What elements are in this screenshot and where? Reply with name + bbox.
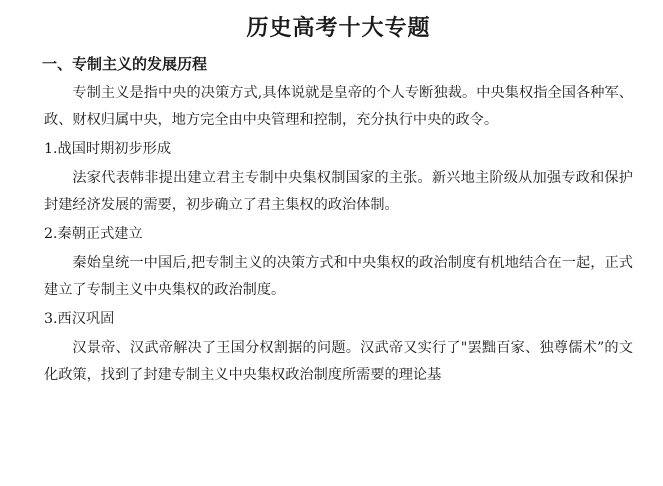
subsection-heading-1: 1.战国时期初步形成	[44, 141, 172, 157]
document-title: 历史高考十大专题	[246, 16, 431, 41]
subsection-paragraph-3: 汉景帝、汉武帝解决了王国分权割据的问题。汉武帝又实行了"罢黜百家、独尊儒术”的文化政策，找到了封建专制主义中央集权政治制度所需要的理论基	[44, 340, 633, 383]
subsection-paragraph-1: 法家代表韩非提出建立君主专制中央集权制国家的主张。新兴地主阶级从加强专政和保护封建经济发展的需要，初步确立了君主集权的政治体制。	[44, 170, 633, 213]
subsection-heading-2: 2.秦朝正式建立	[44, 226, 143, 242]
page-bottom-edge	[0, 476, 663, 486]
section-heading: 一、专制主义的发展历程	[42, 55, 208, 73]
subsection-paragraph-2: 秦始皇统一中国后,把专制主义的决策方式和中央集权的政治制度有机地结合在一起，正式建立了专制主义中央集权的政治制度。	[44, 255, 633, 298]
subsection-heading-3: 3.西汉巩固	[44, 311, 115, 327]
intro-paragraph: 专制主义是指中央的决策方式,具体说就是皇帝的个人专断独裁。中央集权指全国各种军、政、财权归属中央，地方完全由中央管理和控制，充分执行中央的政令。	[44, 85, 633, 128]
